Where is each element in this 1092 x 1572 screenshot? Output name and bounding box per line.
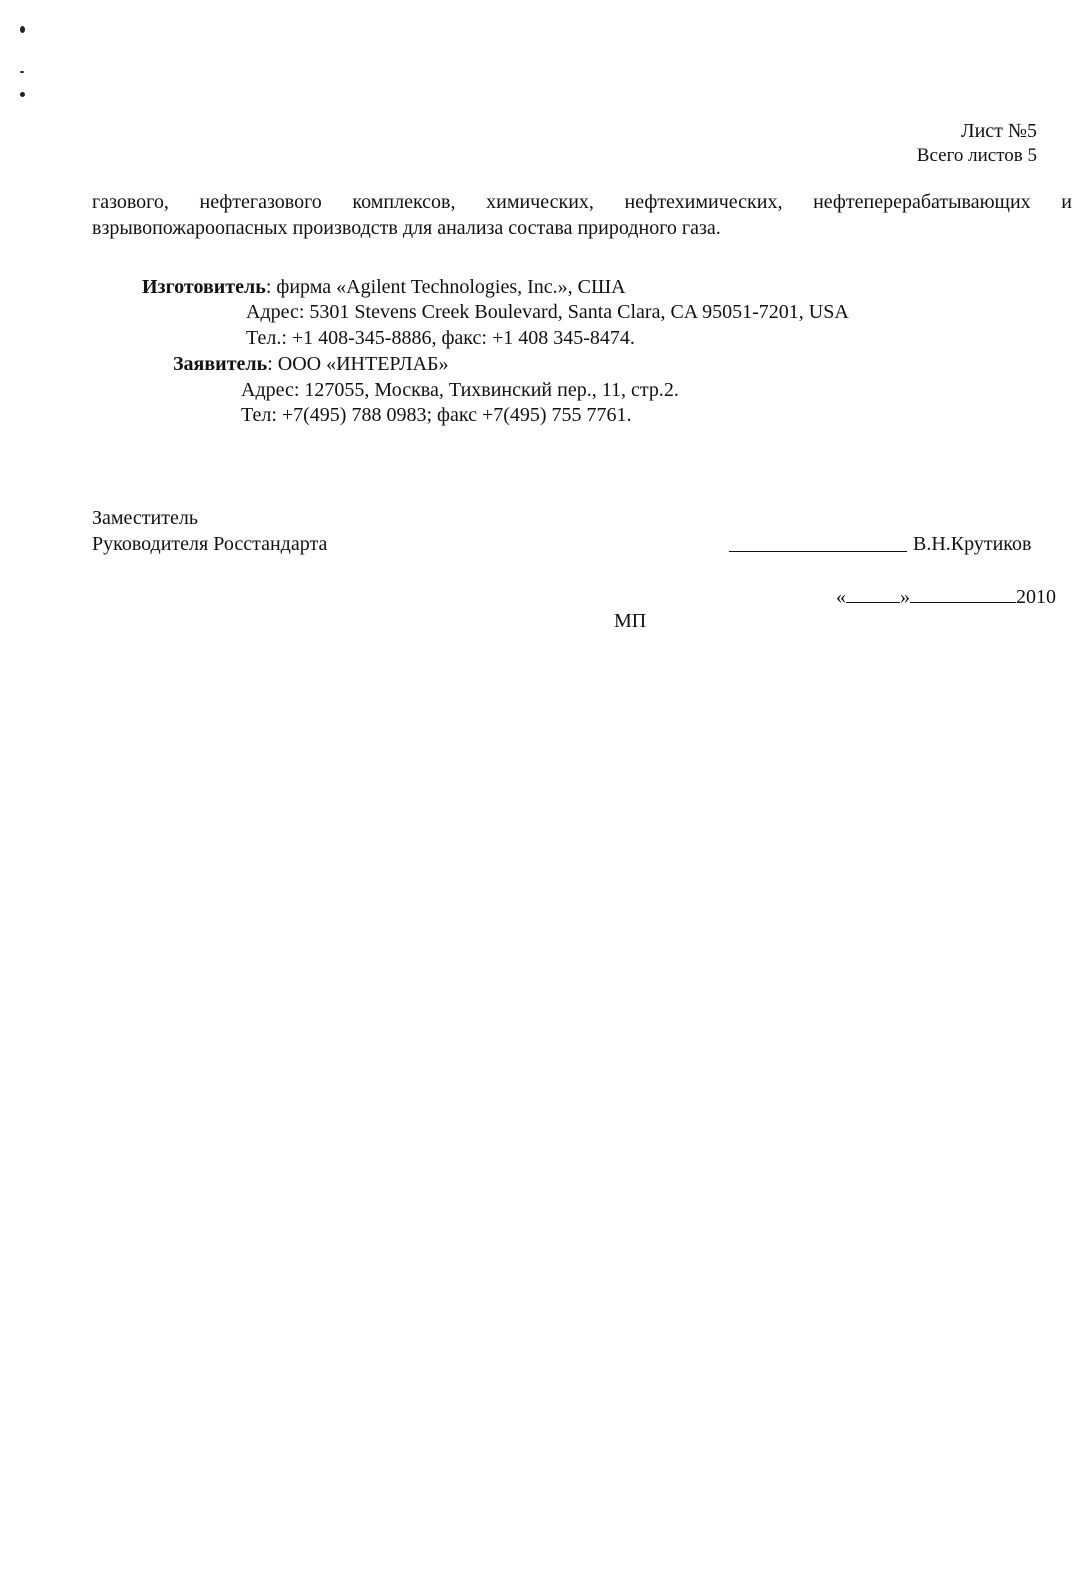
signatory-title-line-2: Руководителя Росстандарта — [92, 533, 328, 555]
applicant-value: : ООО «ИНТЕРЛАБ» — [267, 353, 449, 375]
date-line — [836, 582, 1056, 610]
body-word: комплексов, — [352, 191, 456, 213]
body-word: и — [1061, 191, 1072, 213]
body-word: нефтегазового — [199, 191, 322, 213]
body-line-2: взрывопожароопасных производств для анализа состава природного газа. — [92, 217, 721, 239]
manufacturer-address: Адрес: 5301 Stevens Creek Boulevard, Santa Clara, CA 95051-7201, USA — [246, 301, 849, 323]
stamp-place: МП — [614, 610, 647, 632]
body-line-1 — [92, 189, 1072, 215]
manufacturer-value: : фирма «Agilent Technologies, Inc.», США — [265, 276, 626, 298]
date-open-quote: « — [836, 586, 846, 608]
body-word: газового, — [92, 191, 169, 213]
applicant-phone: Тел: +7(495) 788 0983; факс +7(495) 755 7761. — [241, 404, 632, 426]
date-month-blank — [910, 582, 1016, 603]
applicant-line — [173, 351, 449, 377]
sheet-number: Лист №5 — [961, 120, 1037, 142]
total-sheets: Всего листов 5 — [916, 145, 1037, 166]
date-close-quote: » — [900, 586, 910, 608]
scan-speck — [20, 71, 24, 73]
scan-speck — [20, 26, 25, 33]
body-word: нефтехимических, — [624, 191, 783, 213]
applicant-address: Адрес: 127055, Москва, Тихвинский пер., 11, стр.2. — [241, 379, 679, 401]
body-word: нефтеперерабатывающих — [813, 191, 1031, 213]
applicant-label: Заявитель — [173, 353, 268, 375]
signature-line — [729, 531, 907, 552]
manufacturer-line — [142, 274, 626, 300]
body-paragraph — [92, 189, 1072, 241]
date-day-blank — [846, 582, 900, 603]
manufacturer-phone: Тел.: +1 408-345-8886, факс: +1 408 345-8474. — [246, 327, 635, 349]
date-year: 2010 — [1016, 586, 1056, 608]
scan-speck — [20, 92, 25, 97]
signatory-title-line-1: Заместитель — [92, 507, 198, 529]
body-word: химических, — [486, 191, 594, 213]
manufacturer-label: Изготовитель — [142, 276, 266, 298]
signatory-name: В.Н.Крутиков — [913, 533, 1032, 555]
